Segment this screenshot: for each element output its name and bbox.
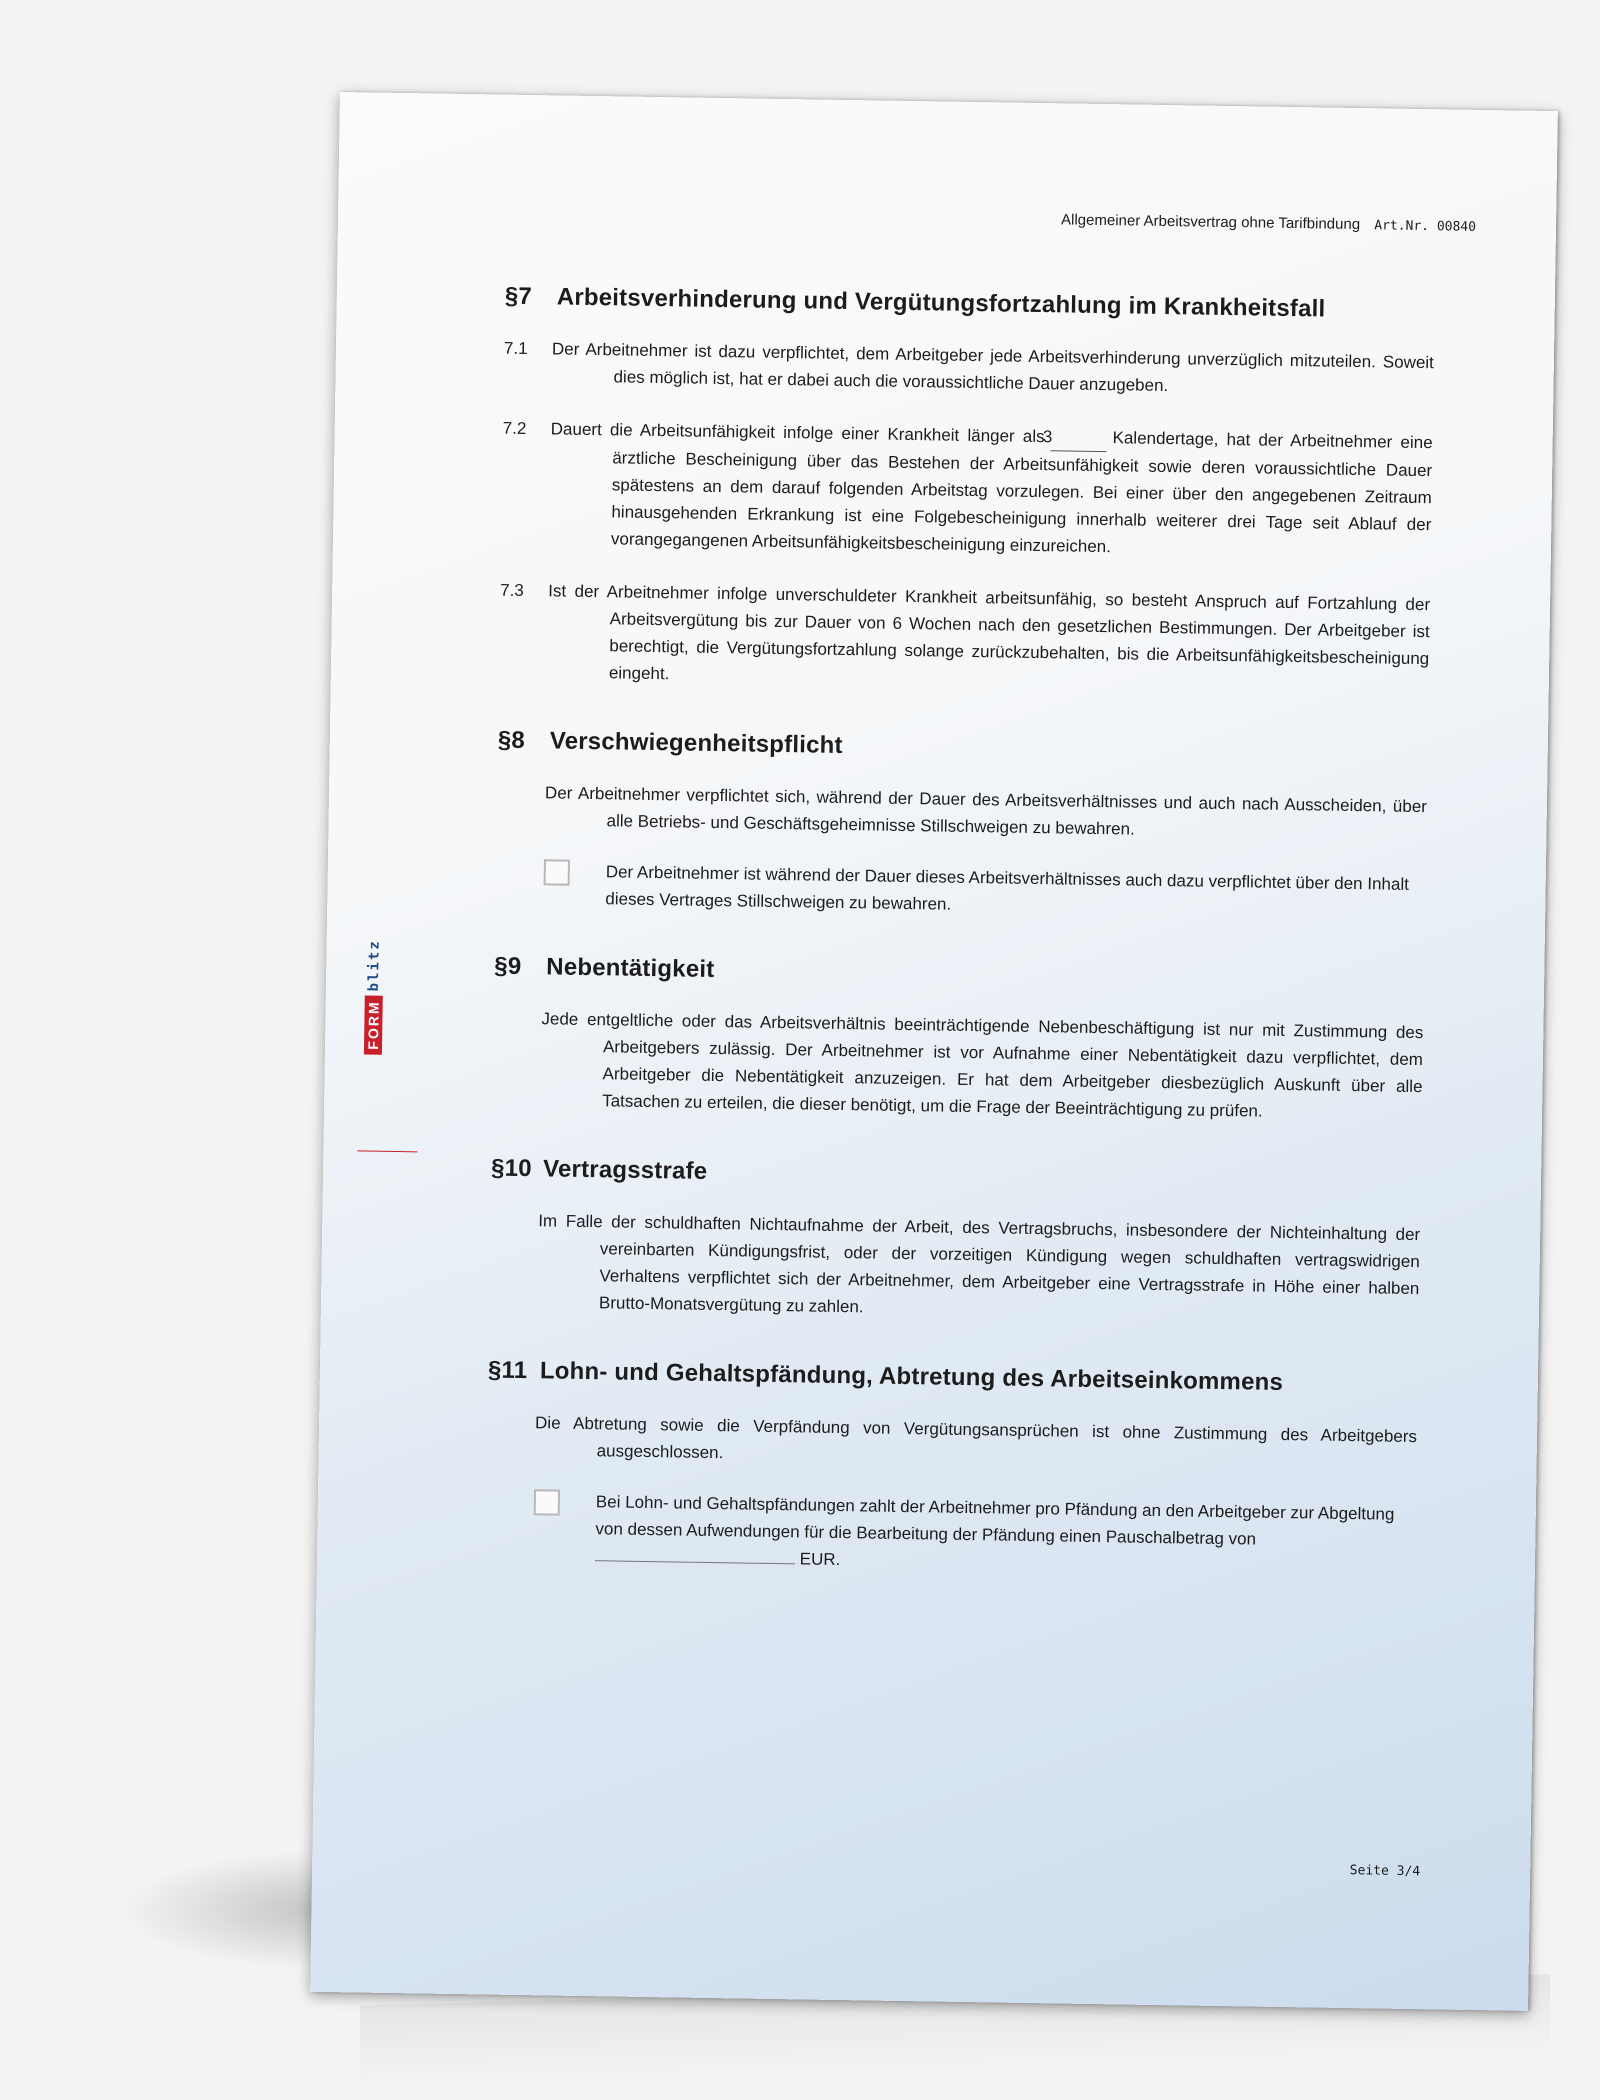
section-8 <box>495 727 1428 926</box>
section-11 <box>485 1356 1418 1582</box>
option-text-main: Bei Lohn- und Gehaltspfändungen zahlt der Arbeitnehmer pro Pfändung an den Arbeitgeber zur Abgeltung von dessen Aufwendungen für die Bearbeitung der Pfändung einen Pauschalbetrag von <box>595 1492 1395 1549</box>
document-page <box>310 92 1558 2011</box>
section-paragraph: Der Arbeitnehmer verpflichtet sich, während der Dauer des Arbeitsverhältnisses und auch nach Ausscheiden, über alle Betriebs- und Geschäftsgeheimnisse Stillschweigen zu bewahren. <box>544 783 1428 839</box>
page-header <box>1061 211 1476 235</box>
section-heading: Verschwiegenheitspflicht <box>549 727 843 759</box>
section-title <box>494 953 1424 996</box>
option-garnishment-fee <box>533 1487 1416 1582</box>
section-heading: Arbeitsverhinderung und Vergütungsfortzahlung im Krankheitsfall <box>556 283 1326 323</box>
section-title <box>505 283 1435 326</box>
section-10 <box>489 1155 1421 1330</box>
clause-text: Ist der Arbeitnehmer infolge unverschuldeter Krankheit arbeitsunfähig, so besteht Anspruch auf Fortzahlung der Arbeitsvergütung bis zur Dauer von 6 Wochen nach den gesetzlichen Bestimmungen. Der Arbeitgeber ist berechtigt, die Vergütungsfortzahlung solange zurückzubehalten, bis die Arbeitsunfähigkeitsbescheinigung eingeht. <box>548 581 1431 684</box>
amount-field[interactable] <box>595 1546 795 1564</box>
option-checkbox[interactable] <box>544 859 570 885</box>
clause-number: 7.2 <box>502 418 527 438</box>
option-confidentiality <box>543 857 1426 925</box>
section-number: §9 <box>494 952 522 980</box>
logo-blitz: blitz <box>365 939 383 992</box>
clause-7-2 <box>501 415 1433 566</box>
section-9 <box>492 953 1424 1128</box>
section-number: §11 <box>487 1356 528 1385</box>
clause-number: 7.3 <box>500 580 524 600</box>
section-heading: Vertragsstrafe <box>542 1155 708 1185</box>
section-paragraph: Im Falle der schuldhaften Nichtaufnahme der Arbeit, des Vertragsbruchs, insbesondere der Nichteinhaltung der vereinbarten Kündigungsfrist, oder der vorzeitigen Kündigung wegen schuldhaften vertragswidrigen Verhaltens verpflichtet sich der Arbeitnehmer, dem Arbeitgeber eine Vertragsstrafe in Höhe einer halben Brutto-Monatsvergütung zu zahlen. <box>538 1211 1421 1317</box>
section-heading: Nebentätigkeit <box>546 953 715 983</box>
clause-text-b: Kalendertage, hat der Arbeitnehmer eine ärztliche Bescheinigung über das Bestehen der Arbeitsunfähigkeit sowie deren voraussichtliche Dauer spätestens an dem darauf folgenden Arbeitstag vorzulegen. Bei einer über den angegebenen Zeitraum hinausgehenden Erkrankung ist eine Folgebescheinigung innerhalb weiterer drei Tage seit Ablauf der vorangegangenen Arbeitsunfähigkeitsbescheinigung einzureichen. <box>610 428 1433 557</box>
section-number: §8 <box>497 726 526 754</box>
header-art-nr: Art.Nr. 00840 <box>1374 218 1477 235</box>
logo-form: FORM <box>364 995 383 1054</box>
section-title <box>498 727 1428 770</box>
clause-7-3 <box>499 577 1431 700</box>
section-7 <box>499 283 1435 700</box>
page-number: Seite 3/4 <box>1349 1863 1421 1880</box>
clause-text-a: Dauert die Arbeitsunfähigkeit infolge einer Krankheit länger als <box>550 419 1045 447</box>
section-title <box>491 1155 1421 1198</box>
option-unit: EUR. <box>799 1549 841 1570</box>
section-paragraph: Jede entgeltliche oder das Arbeitsverhältnis beeinträchtigende Nebenbeschäftigung ist nur mit Zustimmung des Arbeitgebers zulässig. Der Arbeitnehmer ist vor Aufnahme einer Nebentätigkeit dazu verpflichtet, dem Arbeitgeber die Nebentätigkeit anzuzeigen. Er hat dem Arbeitgeber diesbezüglich Auskunft über alle Tatsachen zu erteilen, die dieser benötigt, um die Frage der Beeinträchtigung zu prüfen. <box>541 1009 1424 1121</box>
option-text <box>595 1488 1416 1582</box>
clause-number: 7.1 <box>503 338 528 358</box>
days-field[interactable]: 3 <box>1050 423 1106 452</box>
section-number: §7 <box>504 282 533 311</box>
section-title <box>488 1356 1418 1399</box>
header-title: Allgemeiner Arbeitsvertrag ohne Tarifbindung <box>1060 211 1361 234</box>
document-content <box>484 283 1435 1624</box>
clause-7-1 <box>503 335 1434 404</box>
section-heading: Lohn- und Gehaltspfändung, Abtretung des Arbeitseinkommens <box>539 1357 1284 1396</box>
clause-text <box>549 415 1433 565</box>
option-text: Der Arbeitnehmer ist während der Dauer dieses Arbeitsverhältnisses auch dazu verpflichtet über den Inhalt dieses Vertrages Stillschweigen zu bewahren. <box>605 862 1410 914</box>
section-number: §10 <box>490 1154 532 1183</box>
formblitz-logo <box>363 939 385 1055</box>
section-paragraph: Die Abtretung sowie die Verpfändung von Vergütungsansprüchen ist ohne Zustimmung des Arbeitgebers ausgeschlossen. <box>534 1413 1418 1463</box>
option-checkbox[interactable] <box>534 1489 560 1515</box>
clause-text: Der Arbeitnehmer ist dazu verpflichtet, dem Arbeitgeber jede Arbeitsverhinderung unverzüglich mitzuteilen. Soweit dies möglich ist, hat er dabei auch die voraussichtliche Dauer anzugeben. <box>551 339 1435 396</box>
logo-divider <box>357 1150 417 1152</box>
